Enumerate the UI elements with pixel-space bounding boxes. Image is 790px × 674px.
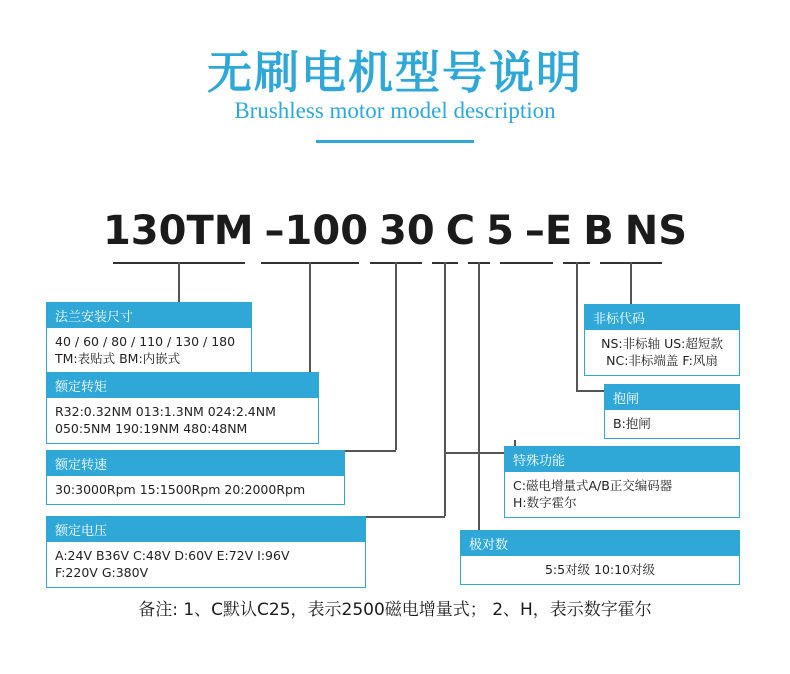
box-brake-line-1: B:抱闸: [613, 416, 651, 431]
box-flange-line-2: TM:表贴式 BM:内嵌式: [55, 351, 181, 366]
code-part-special: C: [445, 208, 476, 254]
code-part-flange: 130TM: [102, 208, 254, 254]
box-nonstandard-line-1: NS:非标轴 US:超短款: [601, 336, 723, 351]
connector-torque-v: [309, 262, 311, 372]
box-torque-line-1: R32:0.32NM 013:1.3NM 024:2.4NM: [55, 404, 276, 419]
box-nonstandard: [584, 304, 740, 376]
footer-note: 备注: 1、C默认C25，表示2500磁电增量式； 2、H，表示数字霍尔: [138, 600, 652, 620]
box-special: [504, 446, 740, 518]
box-voltage-title: 额定电压: [47, 517, 365, 542]
connector-poles-v: [478, 262, 480, 530]
box-poles-line-1: 5:5对级 10:10对级: [544, 562, 656, 577]
box-special-line-1: C:磁电增量式A/B正交编码器: [513, 478, 673, 493]
box-brake: [604, 384, 740, 439]
box-voltage-line-1: A:24V B36V C:48V D:60V E:72V I:96V: [55, 548, 290, 563]
box-flange-body: [47, 328, 251, 373]
box-voltage-line-2: F:220V G:380V: [55, 565, 149, 580]
connector-flange: [178, 262, 180, 302]
connector-speed-v: [395, 262, 397, 450]
box-torque-body: [47, 398, 318, 443]
box-flange-title: 法兰安装尺寸: [47, 303, 251, 328]
code-part-speed: 30: [379, 208, 435, 254]
box-speed-title: 额定转速: [47, 451, 344, 476]
box-flange: [46, 302, 252, 374]
box-poles-title: 极对数: [461, 531, 739, 556]
box-voltage: [46, 516, 366, 588]
box-special-line-2: H:数字霍尔: [513, 495, 577, 510]
connector-special-v: [444, 262, 446, 452]
box-flange-line-1: 40 / 60 / 80 / 110 / 130 / 180: [55, 334, 236, 349]
box-poles-body: [461, 556, 739, 584]
code-part-torque: –100: [264, 208, 369, 254]
box-nonstandard-line-2: NC:非标端盖 F:风扇: [606, 353, 718, 368]
connector-nonstandard-v: [630, 262, 632, 304]
code-part-poles: 5: [486, 208, 514, 254]
box-speed: [46, 450, 345, 505]
connector-brake-h: [576, 390, 606, 392]
box-torque: [46, 372, 319, 444]
box-poles: [460, 530, 740, 585]
code-part-brake: B: [583, 208, 614, 254]
box-speed-line-1: 30:3000Rpm 15:1500Rpm 20:2000Rpm: [55, 482, 306, 497]
code-underline-voltage: [500, 262, 553, 264]
box-special-body: [505, 472, 739, 517]
box-torque-line-2: 050:5NM 190:19NM 480:48NM: [55, 421, 248, 436]
page-title-cn: 无刷电机型号说明: [206, 46, 583, 99]
box-nonstandard-body: [585, 330, 739, 375]
box-special-title: 特殊功能: [505, 447, 739, 472]
box-brake-title: 抱闸: [605, 385, 739, 410]
code-part-nonstandard: NS: [624, 208, 688, 254]
box-nonstandard-title: 非标代码: [585, 305, 739, 330]
title-divider: [316, 140, 474, 143]
page-title-en: Brushless motor model description: [234, 98, 556, 123]
box-speed-body: [47, 476, 344, 504]
box-brake-body: [605, 410, 739, 438]
box-voltage-body: [47, 542, 365, 587]
code-part-voltage: –E: [524, 208, 573, 254]
box-torque-title: 额定转矩: [47, 373, 318, 398]
model-code: [0, 208, 790, 254]
connector-brake-v: [576, 262, 578, 390]
